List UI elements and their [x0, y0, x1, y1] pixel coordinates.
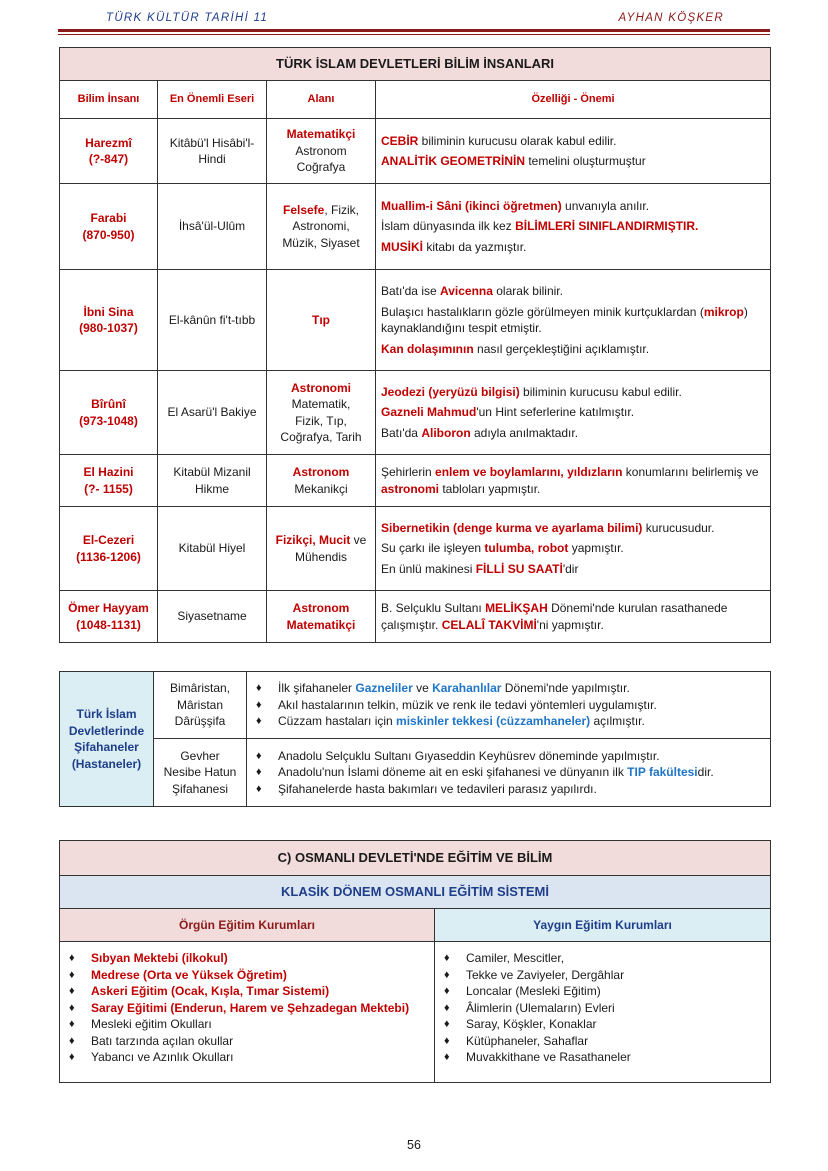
list-item	[252, 748, 765, 765]
note-line	[381, 283, 765, 300]
note-line	[381, 384, 765, 401]
text-run: ) kaynaklandığını tespit etmiştir.	[381, 304, 748, 335]
text-run: adıyla anılmaktadır.	[470, 425, 579, 440]
scholar-field-cell	[267, 507, 376, 591]
header-rule-thin	[58, 34, 770, 35]
note-line	[381, 198, 765, 215]
list-item-text: Camiler, Mescitler,	[466, 951, 565, 965]
text-run: Anadolu'nun İslami döneme ait en eski şifahanesi ve dünyanın ilk	[278, 765, 628, 780]
scholar-years: (973-1048)	[79, 413, 138, 428]
scholar-field-cell	[267, 455, 376, 507]
scholar-field-cell	[267, 119, 376, 184]
scholar-notes-cell	[376, 507, 771, 591]
hospital-name-cell	[154, 672, 247, 739]
scholar-row	[60, 507, 771, 591]
scholar-notes-cell	[376, 184, 771, 270]
list-item	[252, 713, 765, 730]
field-text: Astronom	[292, 465, 350, 479]
note-line	[381, 540, 765, 557]
ottoman-subtitle: KLASİK DÖNEM OSMANLI EĞİTİM SİSTEMİ	[60, 876, 771, 909]
text-run: TIP fakültesi	[627, 765, 698, 780]
text-run: FİLLİ SU SAATİ	[475, 561, 563, 576]
header-rule	[58, 29, 770, 32]
text-run: ve	[412, 681, 433, 696]
scholar-years: (980-1037)	[79, 321, 138, 335]
hospital-name-cell	[154, 739, 247, 807]
text-run: Gazneliler	[355, 681, 413, 696]
formal-education-list	[65, 950, 429, 1066]
field-text: Mühendis	[294, 549, 348, 564]
note-line	[381, 341, 765, 358]
scholar-row	[60, 455, 771, 507]
list-item-text: Loncalar (Mesleki Eğitim)	[466, 984, 601, 998]
text-run: tulumba, robot	[484, 541, 569, 556]
list-item-text: Yabancı ve Azınlık Okulları	[91, 1050, 234, 1064]
scholar-years: (1136-1206)	[76, 549, 141, 564]
scholar-work: Kitâbü'l Hisâbi'l-Hindi	[158, 119, 267, 184]
text-run: 'dir	[562, 561, 579, 576]
scholar-row	[60, 119, 771, 184]
page-header	[58, 10, 770, 30]
list-item-text: Sıbyan Mektebi (ilkokul)	[91, 951, 228, 965]
list-item	[65, 1000, 429, 1017]
list-item-text: Kütüphaneler, Sahaflar	[466, 1033, 589, 1048]
text-run: unvanıyla anılır.	[561, 198, 650, 213]
list-item	[65, 967, 429, 984]
scholar-field-cell	[267, 184, 376, 270]
scholar-name: Farabi	[90, 211, 127, 225]
text-run: enlem ve boylamlarını, yıldızların	[435, 465, 623, 479]
scholar-field-cell	[267, 371, 376, 455]
note-line	[381, 133, 765, 150]
field-line	[272, 413, 370, 430]
field-line	[272, 159, 370, 176]
text-run: temelini oluşturmuştur	[525, 154, 646, 168]
list-item-text: Saray, Köşkler, Konaklar	[466, 1017, 597, 1031]
text-run: biliminin kurucusu olarak kabul edilir.	[418, 133, 617, 148]
list-item	[252, 781, 765, 798]
field-line	[272, 600, 370, 617]
field-text: Felsefe	[282, 202, 325, 217]
text-run: Kan dolaşımının	[381, 341, 474, 356]
list-item	[440, 967, 765, 984]
hospitals-label: Türk İslam Devletlerinde Şifahaneler (Hastaneler)	[60, 672, 154, 807]
scholar-row	[60, 270, 771, 371]
text-run: tabloları yapmıştır.	[439, 481, 541, 496]
text-run: Muallim-i Sâni (ikinci öğretmen)	[381, 198, 562, 213]
column-header: Özelliği - Önemi	[376, 81, 771, 119]
note-line	[381, 520, 765, 537]
hospital-name-line: Şifahanesi	[171, 781, 229, 796]
scholars-table	[59, 47, 771, 643]
field-text: Astronom	[295, 143, 347, 158]
text-run: konumlarını belirlemiş ve	[622, 465, 759, 479]
hospital-items-cell	[247, 739, 771, 807]
hospital-name-line: Mâristan	[176, 697, 223, 712]
list-item-text: Âlimlerin (Ulemaların) Evleri	[466, 1000, 615, 1015]
text-run: Jeodezi (yeryüzü bilgisi)	[381, 384, 520, 399]
scholar-work: Kitabül Hiyel	[158, 507, 267, 591]
hospital-name-line: Bimâristan,	[169, 681, 231, 696]
list-item	[65, 983, 429, 1000]
scholar-work: Siyasetname	[158, 591, 267, 643]
text-run: Anadolu Selçuklu Sultanı Gıyaseddin Keyhüsrev döneminde yapılmıştır.	[278, 748, 660, 763]
text-run: Şifahanelerde hasta bakımları ve tedavileri parasız yapılırdı.	[278, 781, 597, 796]
column-header: Bilim İnsanı	[60, 81, 158, 119]
field-text: Mekanikçi	[294, 481, 348, 496]
list-item-text: Askeri Eğitim (Ocak, Kışla, Tımar Sistemi)	[91, 984, 330, 998]
field-line	[272, 617, 370, 634]
scholar-work: İhsâ'ül-Ulûm	[158, 184, 267, 270]
field-line	[272, 312, 370, 329]
list-item-text: Muvakkithane ve Rasathaneler	[466, 1050, 631, 1064]
list-item	[65, 950, 429, 967]
text-run: Bulaşıcı hastalıkların gözle görülmeyen minik kurtçuklardan (	[381, 304, 704, 319]
field-text: Matematikçi	[286, 127, 356, 142]
book-title: TÜRK KÜLTÜR TARİHİ 11	[106, 12, 269, 24]
ottoman-section-title: C) OSMANLI DEVLETİ'NDE EĞİTİM VE BİLİM	[60, 841, 771, 876]
scholar-row	[60, 371, 771, 455]
scholar-years: (1048-1131)	[76, 617, 141, 632]
column-header: Alanı	[267, 81, 376, 119]
field-line	[272, 429, 370, 446]
field-line	[272, 126, 370, 143]
scholar-name: Bîrûnî	[91, 397, 126, 411]
note-line	[381, 404, 765, 421]
informal-education-list	[440, 950, 765, 1066]
list-item	[252, 680, 765, 697]
field-line	[272, 218, 370, 235]
scholar-notes-cell	[376, 455, 771, 507]
scholar-field-cell	[267, 591, 376, 643]
list-item-text: Saray Eğitimi (Enderun, Harem ve Şehzadegan Mektebi)	[91, 1000, 410, 1015]
list-item	[440, 950, 765, 967]
text-run: BİLİMLERİ SINIFLANDIRMIŞTIR.	[515, 219, 699, 234]
text-run: kitabı da yazmıştır.	[423, 239, 527, 254]
text-run: Akıl hastalarının telkin, müzik ve renk ile tedavi yöntemleri uygulamıştır.	[278, 697, 657, 712]
hospital-name-line: Gevher	[180, 748, 220, 763]
text-run: açılmıştır.	[590, 714, 645, 729]
list-item	[65, 1016, 429, 1033]
scholar-field-cell	[267, 270, 376, 371]
scholar-notes-cell	[376, 371, 771, 455]
text-run: Sibernetikin (denge kurma ve ayarlama bilimi)	[381, 520, 643, 535]
hospitals-table	[59, 671, 771, 807]
field-text: Astronomi	[291, 380, 351, 395]
scholar-work: El Asarü'l Bakiye	[158, 371, 267, 455]
text-run: ANALİTİK GEOMETRİNİN	[381, 154, 525, 168]
scholar-row	[60, 591, 771, 643]
hospital-items-cell	[247, 672, 771, 739]
scholar-name-cell	[60, 270, 158, 371]
scholars-table-title: TÜRK İSLAM DEVLETLERİ BİLİM İNSANLARI	[60, 48, 771, 81]
list-item	[65, 1033, 429, 1050]
field-text: Tıp	[312, 312, 330, 327]
note-line	[381, 153, 765, 170]
list-item-text: Tekke ve Zaviyeler, Dergâhlar	[466, 967, 625, 982]
list-item	[252, 764, 765, 781]
list-item	[440, 1000, 765, 1017]
text-run: yapmıştır.	[568, 541, 624, 556]
scholar-name-cell	[60, 119, 158, 184]
field-text: Astronomi,	[292, 219, 350, 234]
text-run: Karahanlılar	[432, 681, 502, 696]
text-run: miskinler tekkesi (cüzzamhaneler)	[396, 714, 591, 729]
list-item	[440, 983, 765, 1000]
hospital-row	[60, 672, 771, 739]
text-run: Batı'da	[381, 425, 422, 440]
field-text: Fizik, Tıp,	[295, 413, 347, 428]
list-item	[440, 1033, 765, 1050]
hospital-name-line: Dârüşşifa	[174, 714, 226, 729]
field-line	[272, 464, 370, 481]
scholar-work: Kitabül Mizanil Hikme	[158, 455, 267, 507]
scholar-name: El Hazini	[83, 465, 134, 479]
scholar-name: Harezmî	[85, 135, 132, 150]
text-run: MELİKŞAH	[485, 601, 548, 615]
informal-education-heading: Yaygın Eğitim Kurumları	[435, 909, 771, 942]
author-name: AYHAN KÖŞKER	[618, 12, 724, 24]
text-run: astronomi	[381, 481, 440, 496]
text-run: 'un Hint seferlerine katılmıştır.	[476, 405, 635, 420]
field-text: Coğrafya	[296, 160, 346, 175]
text-run: Dönemi'nde kurulan rasathanede çalışmıştır.	[381, 601, 728, 632]
field-line	[272, 532, 370, 549]
hospital-items-list	[252, 680, 765, 730]
text-run: nasıl gerçekleştiğini açıklamıştır.	[473, 341, 650, 356]
note-line	[381, 218, 765, 235]
hospital-items-list	[252, 748, 765, 798]
scholar-name-cell	[60, 591, 158, 643]
scholar-years: (?-847)	[88, 152, 129, 166]
scholar-name: El-Cezeri	[82, 533, 135, 547]
scholar-notes-cell	[376, 270, 771, 371]
scholar-row	[60, 184, 771, 270]
note-line	[381, 600, 765, 633]
scholar-name-cell	[60, 507, 158, 591]
field-line	[272, 396, 370, 413]
list-item	[252, 697, 765, 714]
text-run: Avicenna	[440, 284, 493, 298]
ottoman-education-table	[59, 840, 771, 1083]
field-text: Fizikçi, Mucit	[275, 533, 351, 547]
formal-education-heading: Örgün Eğitim Kurumları	[60, 909, 435, 942]
text-run: Cüzzam hastaları için	[278, 714, 397, 729]
note-line	[381, 561, 765, 578]
field-text: Coğrafya, Tarih	[280, 430, 362, 444]
note-line	[381, 304, 765, 337]
field-line	[272, 143, 370, 160]
list-item	[65, 1049, 429, 1066]
scholar-name: Ömer Hayyam	[68, 601, 149, 615]
field-text: ve	[350, 533, 367, 547]
scholar-notes-cell	[376, 591, 771, 643]
field-text: , Fizik,	[324, 202, 360, 217]
text-run: İlk şifahaneler	[278, 681, 356, 696]
text-run: Su çarkı ile işleyen	[381, 541, 485, 556]
field-text: Matematikçi	[286, 617, 356, 632]
note-line	[381, 239, 765, 256]
text-run: CELALÎ TAKVİMİ	[441, 617, 537, 632]
field-line	[272, 481, 370, 498]
scholar-name-cell	[60, 455, 158, 507]
field-text: Astronom	[292, 601, 350, 615]
text-run: B. Selçuklu Sultanı	[381, 601, 486, 615]
scholar-name-cell	[60, 184, 158, 270]
text-run: CEBİR	[381, 133, 419, 148]
text-run: Gazneli Mahmud	[381, 405, 477, 420]
text-run: biliminin kurucusu kabul edilir.	[519, 384, 682, 399]
note-line	[381, 464, 765, 497]
list-item-text: Mesleki eğitim Okulları	[91, 1017, 212, 1031]
hospital-row	[60, 739, 771, 807]
hospital-name-line: Nesibe Hatun	[163, 765, 237, 780]
text-run: olarak bilinir.	[492, 284, 563, 298]
scholar-years: (?- 1155)	[84, 481, 133, 496]
scholar-notes-cell	[376, 119, 771, 184]
scholar-work: El-kânûn fi't-tıbb	[158, 270, 267, 371]
text-run: 'ni yapmıştır.	[536, 617, 604, 632]
text-run: mikrop	[703, 304, 744, 319]
field-line	[272, 202, 370, 219]
scholar-name: İbni Sina	[83, 304, 134, 319]
text-run: Batı'da ise	[381, 284, 440, 298]
field-text: Müzik, Siyaset	[282, 235, 360, 250]
field-line	[272, 380, 370, 397]
field-text: Matematik,	[291, 397, 351, 411]
scholar-name-cell	[60, 371, 158, 455]
note-line	[381, 425, 765, 442]
page-number: 56	[407, 1138, 421, 1152]
text-run: Aliboron	[421, 425, 471, 440]
text-run: Dönemi'nde yapılmıştır.	[501, 681, 630, 696]
text-run: İslam dünyasında ilk kez	[381, 219, 516, 234]
scholar-years: (870-950)	[82, 227, 135, 242]
text-run: Şehirlerin	[381, 465, 436, 479]
text-run: kurucusudur.	[642, 520, 715, 535]
list-item	[440, 1016, 765, 1033]
text-run: En ünlü makinesi	[381, 561, 476, 576]
list-item-text: Batı tarzında açılan okullar	[91, 1033, 234, 1048]
text-run: MUSİKİ	[381, 239, 423, 254]
field-line	[272, 549, 370, 566]
list-item-text: Medrese (Orta ve Yüksek Öğretim)	[91, 967, 287, 982]
column-header: En Önemli Eseri	[158, 81, 267, 119]
text-run: dir.	[697, 765, 714, 780]
list-item	[440, 1049, 765, 1066]
field-line	[272, 235, 370, 252]
